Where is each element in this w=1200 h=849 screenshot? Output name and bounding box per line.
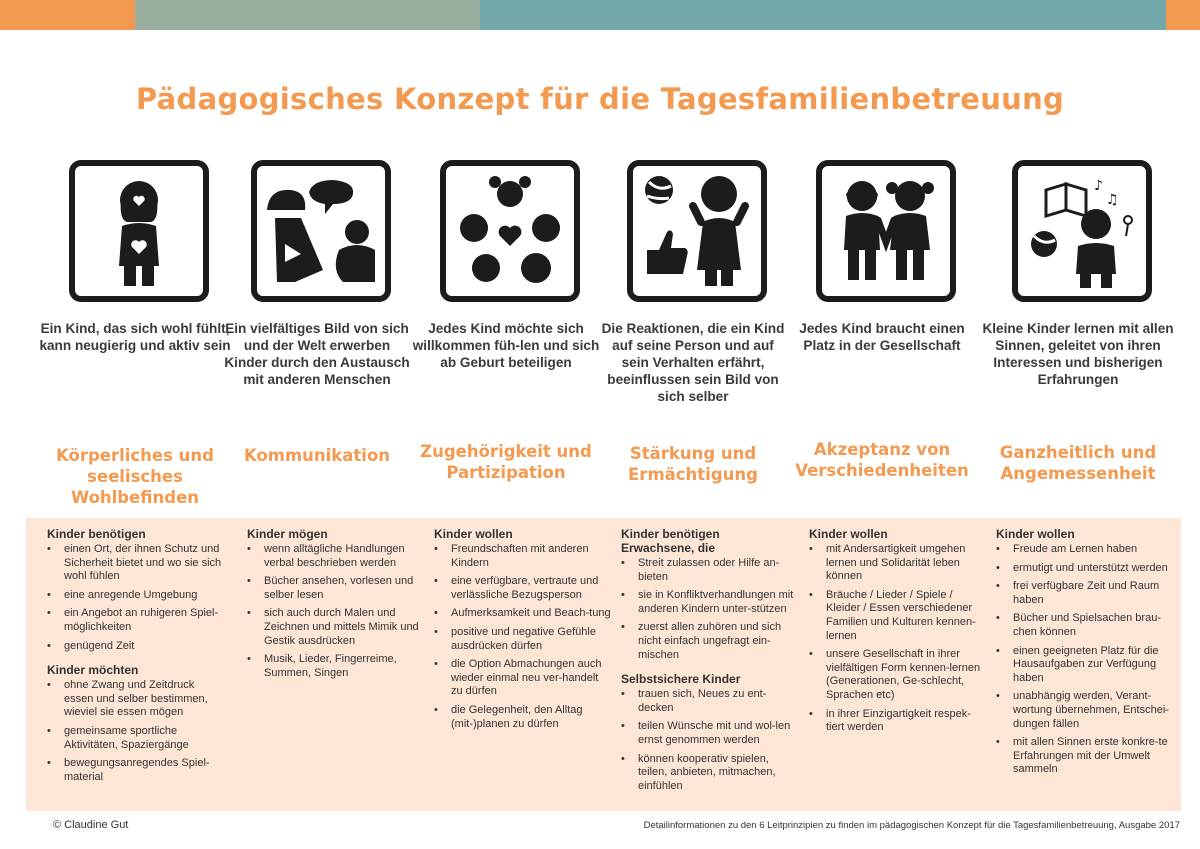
- list-item: • ein Angebot an ruhigeren Spiel-möglichkeiten: [47, 607, 225, 634]
- details-column-6: [996, 527, 1174, 787]
- list-item: • sich auch durch Malen und Zeichnen und mittels Mimik und Gestik ausdrücken: [247, 607, 425, 648]
- list-item: • ermutigt und unterstützt werden: [996, 562, 1174, 576]
- principle-icon-box-4: [627, 160, 767, 302]
- list-item: • teilen Wünsche mit und wol-len ernst genommen werden: [621, 720, 799, 747]
- details-group-title: Selbstsichere Kinder: [621, 672, 741, 687]
- details-list: [621, 688, 799, 793]
- list-item: • frei verfügbare Zeit und Raum haben: [996, 580, 1174, 607]
- list-item: • in ihrer Einzigartigkeit respek-tiert werden: [809, 708, 987, 735]
- principle-icon-box-2: [251, 160, 391, 302]
- details-list: [434, 543, 612, 731]
- details-list: [996, 543, 1174, 777]
- list-item: • die Gelegenheit, den Alltag (mit-)planen zu dürfen: [434, 704, 612, 731]
- details-list: [621, 557, 799, 662]
- list-item: • Streit zulassen oder Hilfe an-bieten: [621, 557, 799, 584]
- principle-description-4: Die Reaktionen, die ein Kind auf seine Person und auf sein Verhalten erfährt, beeinflussen sein Bild von sich selber: [601, 321, 785, 404]
- details-column-3: [434, 527, 612, 741]
- principle-description-5: Jedes Kind braucht einen Platz in der Gesellschaft: [799, 321, 965, 353]
- details-column-1: [47, 527, 225, 794]
- details-group-title: Kinder benötigen: [47, 527, 146, 541]
- principle-description-3: Jedes Kind möchte sich willkommen füh-len und sich ab Geburt beteiligen: [412, 321, 600, 370]
- svg-text:♫: ♫: [1106, 192, 1119, 208]
- principle-heading-6: Ganzheitlich und Angemessenheit: [999, 443, 1157, 483]
- list-item: • die Option Abmachungen auch wieder einmal neu ver-handelt zu dürfen: [434, 658, 612, 699]
- list-item: • bewegungsanregendes Spiel-material: [47, 757, 225, 784]
- list-item: • wenn alltägliche Handlungen verbal beschrieben werden: [247, 543, 425, 570]
- list-item: • eine anregende Umgebung: [47, 589, 225, 603]
- list-item: • Bräuche / Lieder / Spiele / Kleider / Essen verschiedener Familien und Kulturen kennen-lernen: [809, 589, 987, 643]
- list-item: • Bücher und Spielsachen brau-chen können: [996, 612, 1174, 639]
- list-item: • einen geeigneten Platz für die Hausaufgaben zur Verfügung haben: [996, 645, 1174, 686]
- list-item: • Freundschaften mit anderen Kindern: [434, 543, 612, 570]
- top-color-bar: [0, 0, 1200, 30]
- principle-heading-1: Körperliches und seelisches Wohlbefinden: [55, 446, 214, 507]
- principle-heading-2: Kommunikation: [243, 446, 391, 465]
- details-list: [809, 543, 987, 735]
- details-column-4: [621, 527, 799, 803]
- details-column-2: [247, 527, 425, 690]
- footer-note: Detailinformationen zu den 6 Leitprinzipien zu finden im pädagogischen Konzept für die Tagesfamilienbetreuung, Ausgabe 2017: [643, 820, 1180, 831]
- list-item: • unsere Gesellschaft in ihrer vielfältigen Form kennen-lernen (Generationen, Ge-schlecht, Sprachen etc): [809, 648, 987, 702]
- principle-description-1: Ein Kind, das sich wohl fühlt, kann neugierig und aktiv sein: [39, 321, 231, 353]
- principle-icon-box-1: [69, 160, 209, 302]
- svg-text:♪: ♪: [1094, 178, 1103, 194]
- list-item: • Freude am Lernen haben: [996, 543, 1174, 557]
- principle-heading-5: Akzeptanz von Verschiedenheiten: [795, 440, 969, 480]
- details-group-title: Kinder mögen: [247, 527, 328, 541]
- details-group-title: Kinder wollen: [996, 527, 1075, 541]
- details-list: [247, 543, 425, 680]
- list-item: • trauen sich, Neues zu ent-decken: [621, 688, 799, 715]
- top-bar-orange-right: [1166, 0, 1200, 30]
- details-list: [47, 679, 225, 784]
- list-item: • ohne Zwang und Zeitdruck essen und selber bestimmen, wieviel sie essen mögen: [47, 679, 225, 720]
- top-bar-orange-left: [0, 0, 135, 30]
- conversation-icon: [261, 170, 381, 292]
- principle-description-6: Kleine Kinder lernen mit allen Sinnen, geleitet von ihren Interessen und bisherigen Erfahrungen: [982, 321, 1174, 387]
- details-group-title: Kinder wollen: [434, 527, 513, 541]
- child-with-hearts-icon: [79, 170, 199, 292]
- principle-heading-4: Stärkung und Ermächtigung: [628, 444, 758, 484]
- details-list: [47, 543, 225, 653]
- principle-heading-3: Zugehörigkeit und Partizipation: [420, 442, 592, 482]
- list-item: • unabhängig werden, Verant-wortung übernehmen, Entschei-dungen fällen: [996, 690, 1174, 731]
- child-senses-icon: [1022, 170, 1142, 292]
- list-item: • positive und negative Gefühle ausdrücken dürfen: [434, 626, 612, 653]
- list-item: • mit Andersartigkeit umgehen lernen und Solidarität leben können: [809, 543, 987, 584]
- top-bar-teal: [480, 0, 1166, 30]
- list-item: • gemeinsame sportliche Aktivitäten, Spaziergänge: [47, 725, 225, 752]
- details-group-title: Kinder wollen: [809, 527, 888, 541]
- details-column-5: [809, 527, 987, 745]
- copyright-text: © Claudine Gut: [53, 819, 129, 831]
- list-item: • einen Ort, der ihnen Schutz und Sicherheit bietet und wo sie sich wohl fühlen: [47, 543, 225, 584]
- top-bar-sage: [135, 0, 480, 30]
- list-item: • eine verfügbare, vertraute und verlässliche Bezugsperson: [434, 575, 612, 602]
- list-item: • Bücher ansehen, vorlesen und selber lesen: [247, 575, 425, 602]
- list-item: • können kooperativ spielen, teilen, anbieten, mitmachen, einfühlen: [621, 753, 799, 794]
- details-group-title: Kinder möchten: [47, 663, 139, 678]
- thumbs-up-child-icon: [637, 170, 757, 292]
- principle-icon-box-3: [440, 160, 580, 302]
- principle-description-2: Ein vielfältiges Bild von sich und der Welt erwerben Kinder durch den Austausch mit anderen Menschen: [224, 321, 410, 387]
- page-title: Pädagogisches Konzept für die Tagesfamilienbetreuung: [135, 82, 1065, 116]
- details-group-title: Kinder benötigen Erwachsene, die: [621, 527, 720, 555]
- list-item: • Aufmerksamkeit und Beach-tung: [434, 607, 612, 621]
- list-item: • Musik, Lieder, Fingerreime, Summen, Singen: [247, 653, 425, 680]
- group-with-heart-icon: [450, 170, 570, 292]
- principle-icon-box-5: [816, 160, 956, 302]
- holding-hands-icon: [826, 170, 946, 292]
- list-item: • zuerst allen zuhören und sich nicht einfach ungefragt ein-mischen: [621, 621, 799, 662]
- list-item: • mit allen Sinnen erste konkre-te Erfahrungen mit der Umwelt sammeln: [996, 736, 1174, 777]
- list-item: • genügend Zeit: [47, 640, 225, 654]
- list-item: • sie in Konfliktverhandlungen mit anderen Kindern unter-stützen: [621, 589, 799, 616]
- principle-icon-box-6: [1012, 160, 1152, 302]
